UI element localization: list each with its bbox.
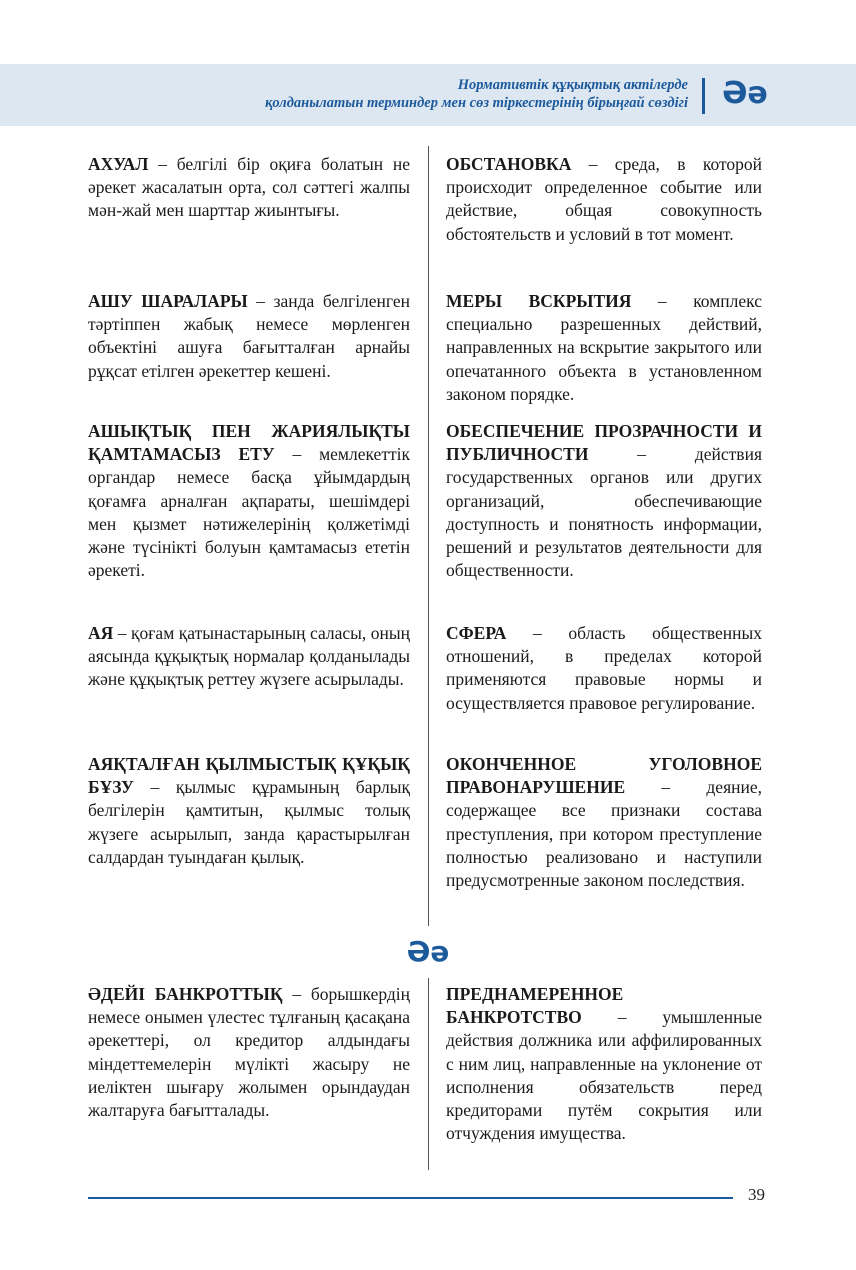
term-kk: АЯ — [88, 623, 114, 643]
header-separator — [702, 78, 705, 114]
header-title — [88, 76, 688, 112]
term-kk: АШУ ШАРАЛАРЫ — [88, 291, 248, 311]
term-kk: АХУАЛ — [88, 154, 149, 174]
entry-kk-6 — [88, 983, 410, 1122]
definition-ru: – область общественных отношений, в пределах которой применяются правовые нормы и осуществляется правовое регулирование. — [446, 623, 762, 713]
entry-ru-4 — [446, 622, 762, 715]
definition-kk: – борышкердің немесе онымен үлестес тұлғаның қасақана әрекеттері, ол кредитор алдындағы міндеттемелерін мүлікті жасыру не иеліктен шығару жолымен орындаудан жалтаруға бағытталады. — [88, 984, 410, 1121]
header-section-letter: Әə — [722, 76, 768, 111]
term-kk: АЯҚТАЛҒАН ҚЫЛМЫСТЫҚ ҚҰҚЫҚ БҰЗУ — [88, 754, 410, 798]
entry-ru-1 — [446, 153, 762, 246]
term-kk: ӘДЕЙІ БАНКРОТТЫҚ — [88, 984, 283, 1004]
definition-ru: – среда, в которой происходит определенное событие или действие, общая совокупность обстоятельств и условий в тот момент. — [446, 154, 762, 244]
entry-kk-3 — [88, 420, 410, 582]
footer-rule — [88, 1197, 733, 1199]
definition-kk: – қылмыс құрамының барлық белгілерін қамтитын, қылмыс толық жүзеге асырылып, занда қарастырылған салдардан туындаған қылық. — [88, 777, 410, 867]
definition-ru: – действия государственных органов или других организаций, обеспечивающие доступность и понятность информации, решений и результатов деятельности для общественности. — [446, 444, 762, 581]
entry-ru-5 — [446, 753, 762, 892]
entry-kk-4 — [88, 622, 410, 692]
column-divider-bottom — [428, 978, 429, 1170]
definition-ru: – деяние, содержащее все признаки состава преступления, при котором преступление полностью реализовано и наступили предусмотренные законом последствия. — [446, 777, 762, 891]
entry-kk-5 — [88, 753, 410, 869]
page-number: 39 — [748, 1185, 765, 1204]
term-ru: ОКОНЧЕННОЕ УГОЛОВНОЕ ПРАВОНАРУШЕНИЕ — [446, 754, 762, 798]
entry-ru-2 — [446, 290, 762, 406]
running-header — [0, 64, 856, 126]
term-kk: АШЫҚТЫҚ ПЕН ЖАРИЯЛЫҚТЫ ҚАМТАМАСЫЗ ЕТУ — [88, 421, 410, 465]
header-title-line-1: Нормативтік құқықтық актілерде — [457, 77, 688, 93]
definition-kk: – қоғам қатынастарының саласы, оның аясында құқықтық нормалар қолданылады және құқықтық реттеу жүзеге асырылады. — [88, 623, 410, 690]
definition-ru: – комплекс специально разрешенных действий, направленных на вскрытие закрытого или опечатанного объекта в установленном законом порядке. — [446, 291, 762, 404]
term-ru: МЕРЫ ВСКРЫТИЯ — [446, 291, 632, 311]
term-ru: СФЕРА — [446, 623, 507, 643]
definition-kk: – мемлекеттік органдар немесе басқа ұйымдардың қоғамға арналған ақпараты, шешімдері мен қызмет нәтижелерінің қолжетімді және түсінікті болуын қамтамасыз ететін әрекеті. — [88, 444, 410, 581]
term-ru: ОБСТАНОВКА — [446, 154, 572, 174]
entry-ru-6 — [446, 983, 762, 1145]
section-letter: Әə — [406, 935, 450, 968]
term-ru: ПРЕДНАМЕРЕННОЕ БАНКРОТСТВО — [446, 984, 624, 1028]
entry-kk-2 — [88, 290, 410, 383]
definition-ru: – умышленные действия должника или аффилированных с ним лиц, направленные на уклонение от исполнения обязательств перед кредиторами путём сокрытия или отчуждения имущества. — [446, 1007, 762, 1144]
header-title-line-2: қолданылатын терминдер мен сөз тіркестерінің бірыңғай сөздігі — [265, 95, 688, 111]
entry-kk-1 — [88, 153, 410, 223]
definition-kk: – белгілі бір оқиға болатын не әрекет жасалатын орта, сол сәттегі жалпы мән-жай мен шарттар жиынтығы. — [88, 154, 410, 221]
entry-ru-3 — [446, 420, 762, 582]
definition-kk: – занда белгіленген тәртіппен жабық немесе мөрленген объектіні ашуға бағытталған арнайы рұқсат етілген әрекеттер кешені. — [88, 291, 411, 381]
term-ru: ОБЕСПЕЧЕНИЕ ПРОЗРАЧНОСТИ И ПУБЛИЧНОСТИ — [446, 421, 762, 465]
column-divider-top — [428, 146, 429, 926]
